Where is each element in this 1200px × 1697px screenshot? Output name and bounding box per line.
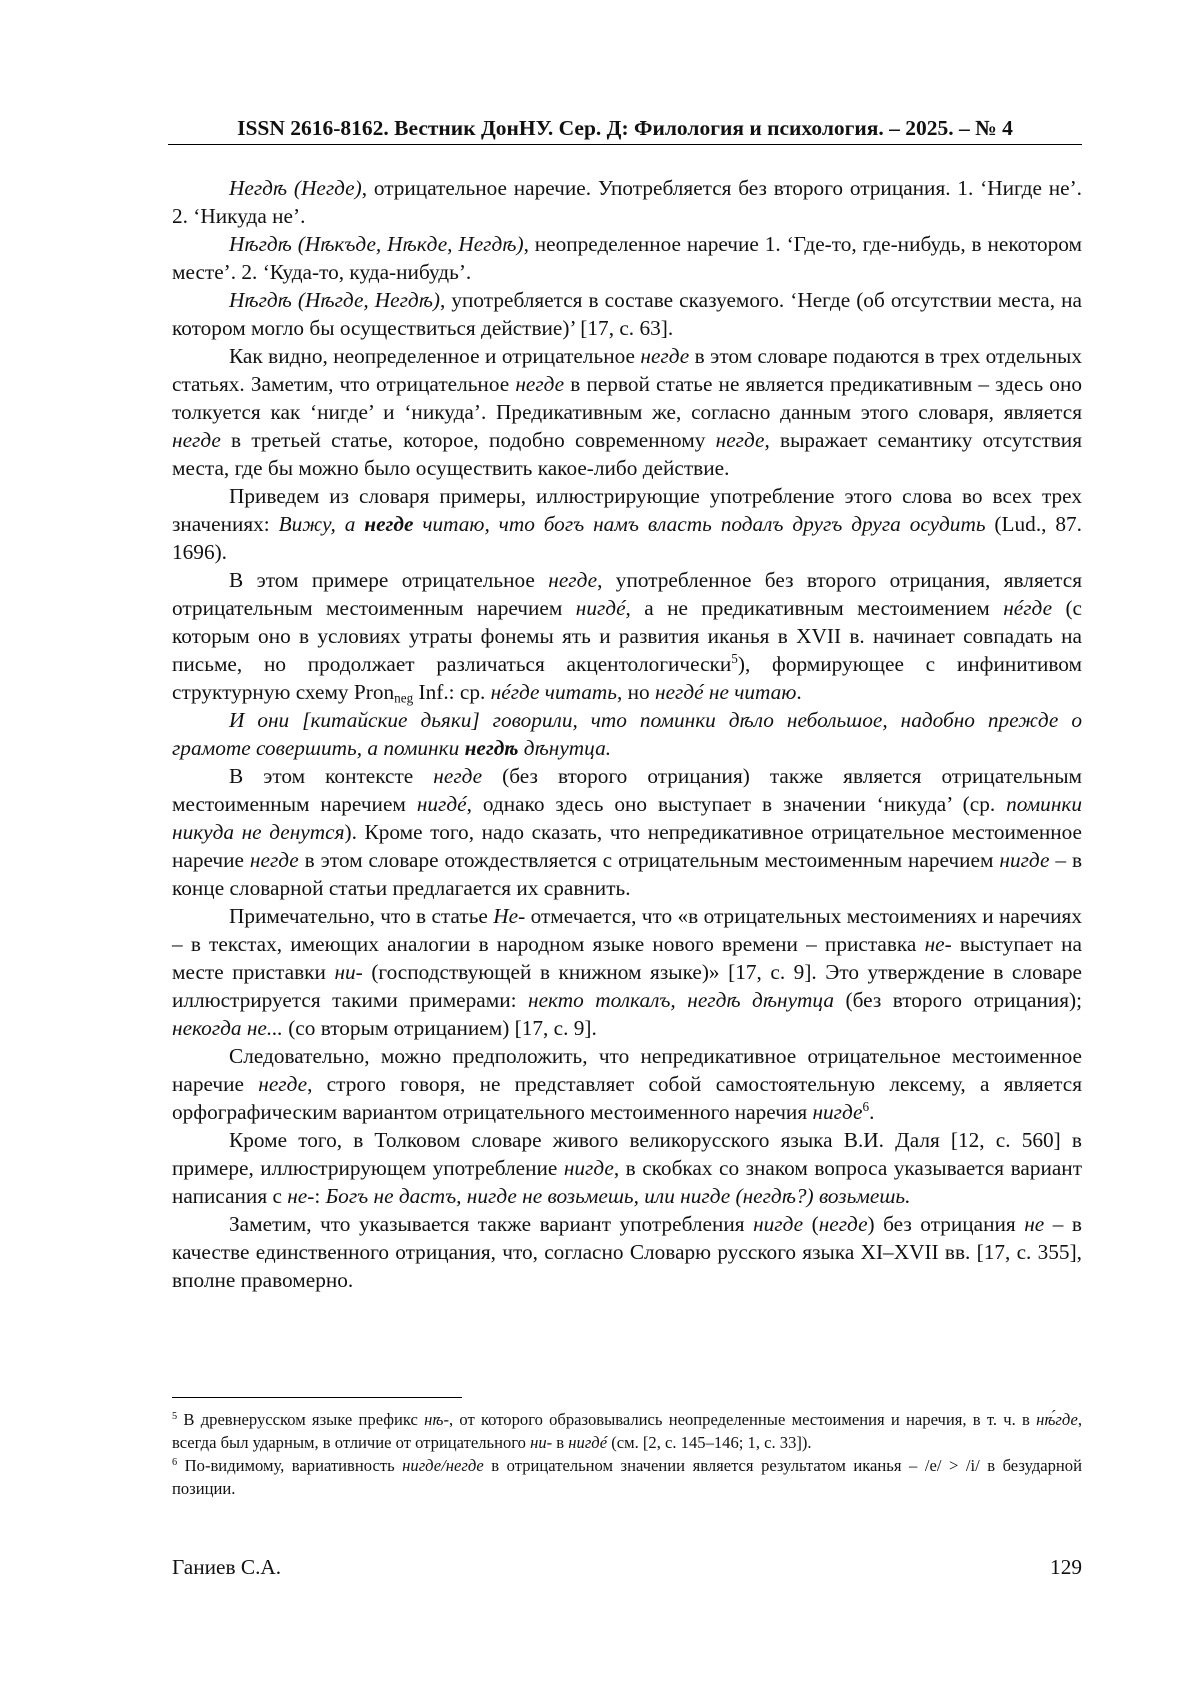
footnote-ref-6[interactable]: 6: [862, 1099, 870, 1115]
paragraph-7-quote: И они [китайские дьяки] говорили, что поминки дѣло небольшое, надобно прежде о грамоте совершить, а поминки негдѣ дѣнутца.: [172, 708, 1082, 760]
paragraph-1: Негдѣ (Негде), отрицательное наречие. Употребляется без второго отрицания. 1. ‘Нигде не’. 2. ‘Никуда не’.: [172, 176, 1082, 228]
author-footer: Ганиев С.А.: [172, 1555, 282, 1579]
headword: Нѣгдѣ (Нѣкъде, Нѣкде, Негдѣ): [229, 232, 524, 256]
paragraph-11: Кроме того, в Толковом словаре живого великорусского языка В.И. Даля [12, с. 560] в примере, иллюстрирующем употребление нигде, в скобках со знаком вопроса указывается вариант написания с не-: Богъ не дастъ, нигде не возьмешь, или нигде (негдѣ?) возьмешь.: [172, 1128, 1082, 1208]
running-header: ISSN 2616-8162. Вестник ДонНУ. Сер. Д: Филология и психология. – 2025. – № 4: [168, 114, 1082, 145]
paragraph-9: Примечательно, что в статье Не- отмечается, что «в отрицательных местоимениях и наречиях – в текстах, имеющих аналогии в народном языке нового времени – приставка не- выступает на месте приставки ни- (господствующей в книжном языке)» [17, с. 9]. Это утверждение в словаре иллюстрируется такими примерами: некто толкалъ, негдѣ дѣнутца (без второго отрицания); некогда не... (со вторым отрицанием) [17, с. 9].: [172, 904, 1083, 1040]
paragraph-5: Приведем из словаря примеры, иллюстрирующие употребление этого слова во всех трех значениях: Вижу, а негде читаю, что богъ намъ власть подалъ другъ друга осудить (Lud., 87. 1696).: [172, 484, 1082, 564]
main-text: [172, 174, 1082, 1294]
footnote-divider: [172, 1397, 462, 1398]
paragraph-12: Заметим, что указывается также вариант употребления нигде (негде) без отрицания не – в качестве единственного отрицания, что, согласно Словарю русского языка XI–XVII вв. [17, с. 355], вполне правомерно.: [172, 1212, 1082, 1292]
paragraph-10: Следовательно, можно предположить, что непредикативное отрицательное местоименное наречие негде, строго говоря, не представляет собой самостоятельную лексему, а является орфографическим вариантом отрицательного местоименного наречия нигде$^6$.: [172, 1044, 1082, 1124]
page-number: 129: [1050, 1555, 1082, 1579]
paragraph-8: В этом контексте негде (без второго отрицания) также является отрицательным местоименным наречием нигдé, однако здесь оно выступает в значении ‘никуда’ (ср. поминки никуда не денутся). Кроме того, надо сказать, что непредикативное отрицательное местоименное наречие негде в этом словаре отождествляется с отрицательным местоименным наречием нигде – в конце словарной статьи предлагается их сравнить.: [172, 764, 1083, 900]
paragraph-6: В этом примере отрицательное негде, употребленное без второго отрицания, является отрицательным местоименным наречием нигдé, а не предикативным местоимением нéгде (с которым оно в условиях утраты фонемы ять и развития иканья в XVII в. начинает совпадать на письме, но продолжает различаться акцентологически$^5$), формирующее с инфинитивом структурную схему Pron$_{neg}$ Inf.: ср. нéгде читать, но негдé не читаю.: [172, 568, 1083, 706]
footnote-5: $^5$ В древнерусском языке префикс нѣ-, от которого образовывались неопределенные местоимения и наречия, в т. ч. в нѣ́где, всегда был ударным, в отличие от отрицательного ни- в нигдé (см. [2, с. 145–146; 1, с. 33]).: [172, 1410, 1082, 1452]
paragraph-2: Нѣгдѣ (Нѣкъде, Нѣкде, Негдѣ), неопределенное наречие 1. ‘Где-то, где-нибудь, в некотором месте’. 2. ‘Куда-то, куда-нибудь’.: [172, 232, 1082, 284]
headword: Негдѣ (Негде): [229, 176, 362, 200]
footnotes: [172, 1408, 1082, 1500]
paragraph-3: Нѣгдѣ (Нѣгде, Негдѣ), употребляется в составе сказуемого. ‘Негде (об отсутствии места, на котором могло бы осуществиться действие)’ [17, с. 63].: [172, 288, 1082, 340]
headword: Нѣгдѣ (Нѣгде, Негдѣ): [229, 288, 440, 312]
paragraph-4: Как видно, неопределенное и отрицательное негде в этом словаре подаются в трех отдельных статьях. Заметим, что отрицательное негде в первой статье не является предикативным – здесь оно толкуется как ‘нигде’ и ‘никуда’. Предикативным же, согласно данным этого словаря, является негде в третьей статье, которое, подобно современному негде, выражает семантику отсутствия места, где бы можно было осуществить какое-либо действие.: [172, 344, 1083, 480]
footnote-ref-5[interactable]: 5: [731, 651, 738, 667]
footnote-6: $^6$ По-видимому, вариативность нигде/негде в отрицательном значении является результатом иканья – /e/ > /i/ в безударной позиции.: [172, 1456, 1082, 1498]
